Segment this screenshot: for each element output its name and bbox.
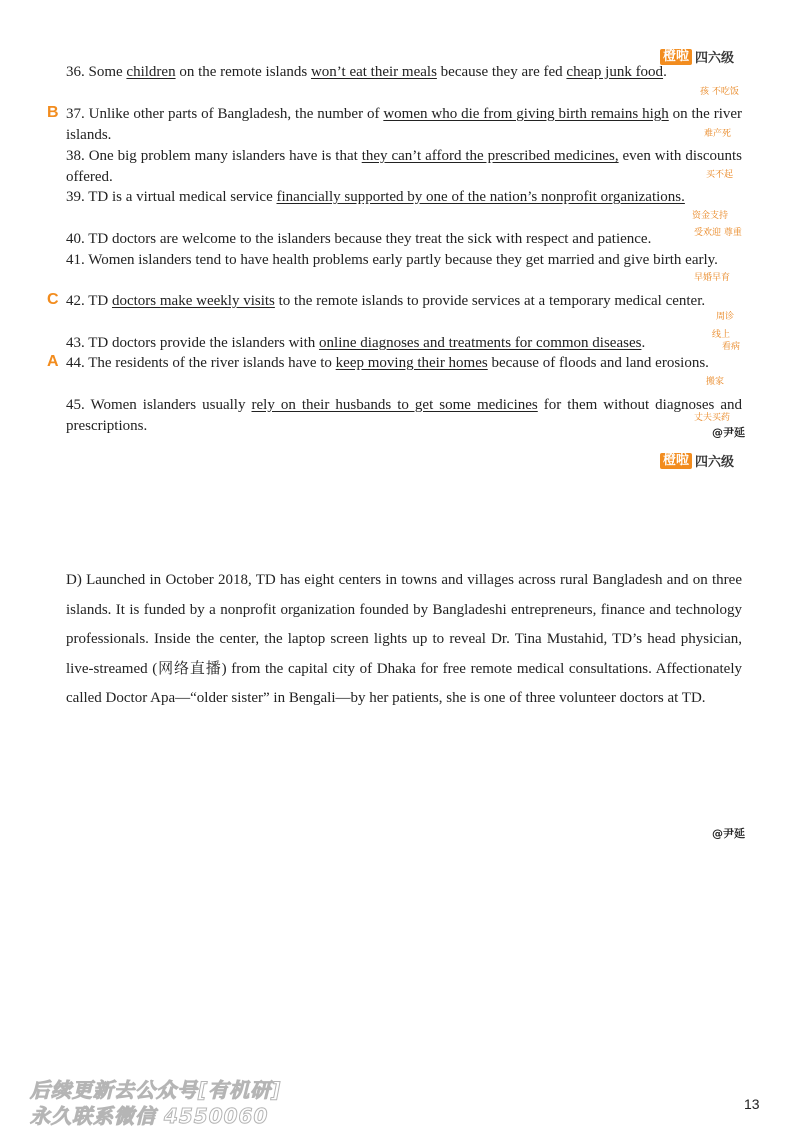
note-41: 早婚早育 (694, 273, 731, 283)
level-label: 四六级 (695, 51, 735, 66)
page-number: 13 (744, 1096, 760, 1112)
question-39: 39. TD is a virtual medical service financially supported by one of the nation’s nonprofit organizations. (66, 189, 685, 205)
brand-logo: 橙啦 (660, 49, 692, 65)
note-44: 搬家 (706, 377, 725, 387)
question-37: 37. Unlike other parts of Bangladesh, the number of women who die from giving birth remains high on the river islands. (66, 106, 743, 143)
passage-paragraph: D) Launched in October 2018, TD has eight centers in towns and villages across rural Bangladesh and on three islands. It is funded by a nonprofit organization founded by Bangladeshi entrepreneurs, finance and technology professionals. Inside the center, the laptop screen lights up to reveal Dr. Tina Mustahid, TD’s head physician, live-streamed (网络直播) from the capital city of Dhaka for free remote medical consultations. Affectionately called Doctor Apa—“older sister” in Bengali—by her patients, she is one of three volunteer doctors at TD. (66, 572, 742, 706)
question-44: 44. The residents of the river islands have to keep moving their homes because of floods and land erosions. (66, 355, 709, 371)
note-36: 孩 不吃饭 (700, 87, 739, 97)
answer-letter-37: B (47, 104, 59, 121)
brand-logo: 橙啦 (660, 453, 692, 469)
question-41: 41. Women islanders tend to have health problems early partly because they get married and give birth early. (66, 252, 718, 268)
note-43-b: 看病 (722, 342, 741, 352)
watermark-line-1: 后续更新去公众号[有机研] (30, 1078, 282, 1102)
answer-letter-42: C (47, 291, 59, 308)
note-39: 资金支持 (692, 211, 729, 221)
note-42: 周诊 (716, 312, 735, 322)
note-40: 受欢迎 尊重 (694, 228, 742, 238)
note-45: 丈夫买药 (694, 413, 731, 423)
question-43: 43. TD doctors provide the islanders with online diagnoses and treatments for common diseases. (66, 335, 646, 351)
question-36: 36. Some children on the remote islands won’t eat their meals because they are fed cheap junk food. (66, 64, 667, 80)
level-label: 四六级 (695, 455, 735, 470)
question-42: 42. TD doctors make weekly visits to the remote islands to provide services at a temporary medical center. (66, 293, 706, 309)
answer-letter-44: A (47, 353, 59, 370)
brand-badge-2 (660, 451, 734, 470)
question-38: 38. One big problem many islanders have is that they can’t afford the prescribed medicines, even with discounts offered. (66, 148, 743, 185)
signature-2: @尹延 (712, 827, 745, 840)
question-40: 40. TD doctors are welcome to the islanders because they treat the sick with respect and patience. (66, 231, 652, 247)
note-37: 难产死 (704, 129, 732, 139)
signature: @尹延 (712, 426, 745, 439)
note-43-a: 线上 (712, 330, 731, 340)
question-45: 45. Women islanders usually rely on their husbands to get some medicines for them without diagnoses and prescriptions. (66, 397, 743, 434)
note-38: 买不起 (706, 170, 734, 180)
watermark-line-2: 永久联系微信 4550060 (30, 1104, 269, 1128)
